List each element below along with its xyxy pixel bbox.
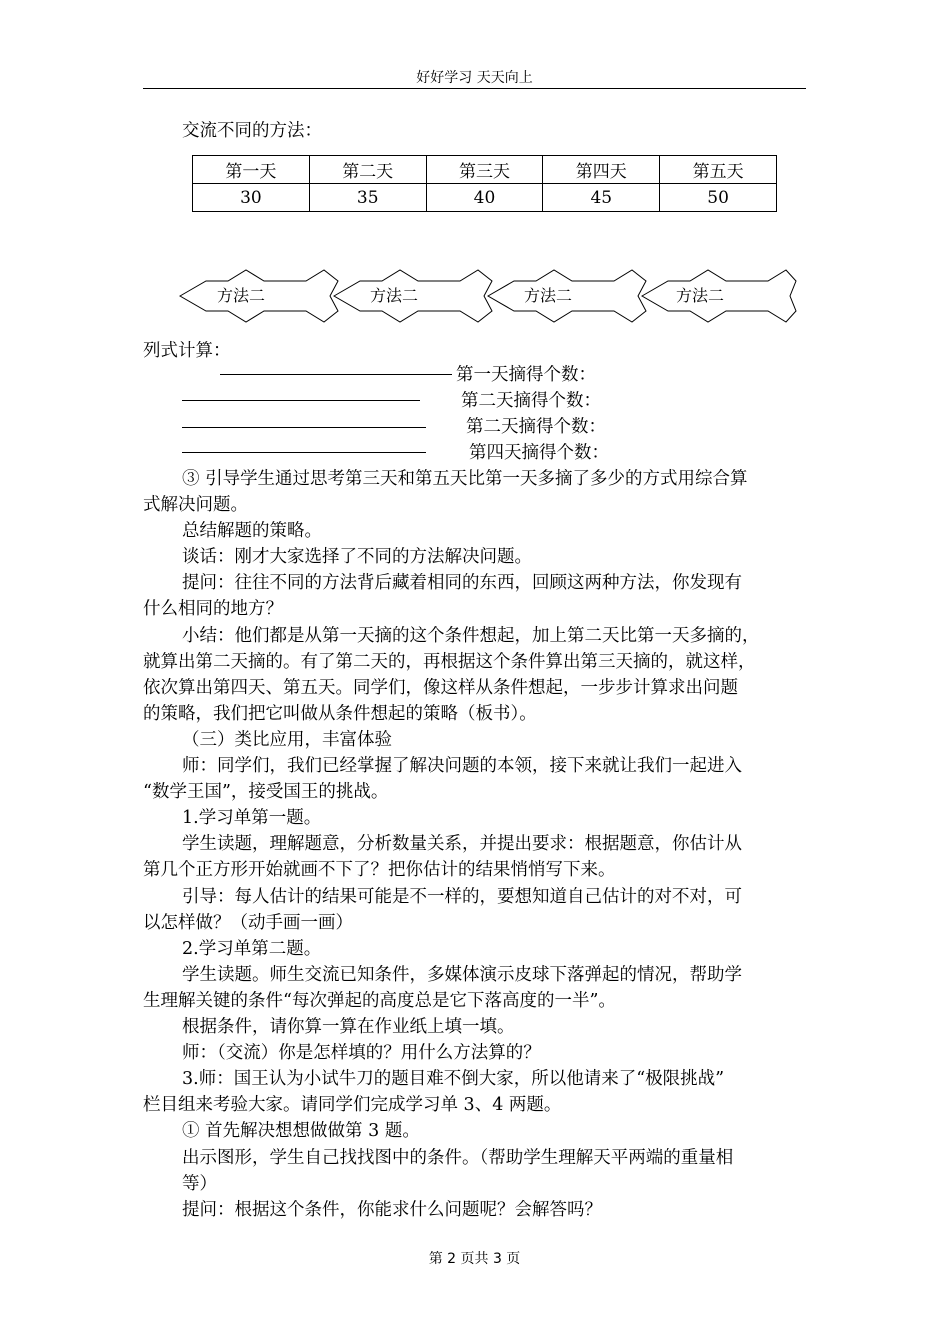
paragraph-line: 就算出第二天摘的。有了第二天的，再根据这个条件算出第三天摘的，就这样， [143,652,756,672]
calc-label: 列式计算： [143,341,231,361]
paragraph-line: 小结：他们都是从第一天摘的这个条件想起，加上第二天比第一天多摘的， [182,626,760,646]
table-header-cell: 第五天 [660,156,777,184]
table-header-row [193,156,777,184]
paragraph-line: 式解决问题。 [143,495,248,515]
page-header: 好好学习 天天向上 [416,70,533,86]
paragraph-line: 引导：每人估计的结果可能是不一样的，要想知道自己估计的对不对，可 [182,887,742,907]
table-cell: 35 [309,184,426,212]
paragraph-line: 提问：根据这个条件，你能求什么问题呢？会解答吗？ [182,1200,602,1220]
paragraph-line: 总结解题的策略。 [182,521,322,541]
answer-blank [182,427,426,428]
table-header-cell: 第四天 [543,156,660,184]
table-cell: 50 [660,184,777,212]
table-cell: 40 [426,184,543,212]
method-label: 方法二 [217,286,266,305]
header-rule [143,88,806,89]
paragraph-line: “数学王国”，接受国王的挑战。 [143,782,389,802]
table-cell: 30 [193,184,310,212]
paragraph-line: 学生读题。师生交流已知条件，多媒体演示皮球下落弹起的情况，帮助学 [182,965,742,985]
paragraph-line: ③ 引导学生通过思考第三天和第五天比第一天多摘了多少的方式用综合算 [182,469,748,489]
calc-line: 第二天摘得个数： [461,391,601,411]
paragraph-line: 栏目组来考验大家。请同学们完成学习单 3、4 两题。 [143,1095,562,1115]
method-label: 方法二 [370,286,419,305]
paragraph-line: 的策略，我们把它叫做从条件想起的策略（板书）。 [143,704,537,724]
section-heading: （三）类比应用，丰富体验 [182,730,392,750]
paragraph-line: 什么相同的地方？ [143,599,283,619]
page-footer: 第 2 页共 3 页 [428,1251,521,1267]
paragraph-line: 依次算出第四天、第五天。同学们，像这样从条件想起，一步步计算求出问题 [143,678,738,698]
intro-text: 交流不同的方法： [182,121,322,141]
paragraph-line: 谈话：刚才大家选择了不同的方法解决问题。 [182,547,532,567]
paragraph-line: 学生读题，理解题意，分析数量关系，并提出要求：根据题意，你估计从 [182,834,742,854]
answer-blank [182,400,420,401]
table-header-cell: 第二天 [309,156,426,184]
paragraph-line: 生理解关键的条件“每次弹起的高度总是它下落高度的一半”。 [143,991,616,1011]
apples-table [192,155,777,212]
answer-blank [220,374,452,375]
table-cell: 45 [543,184,660,212]
paragraph-line: 第几个正方形开始就画不下了？把你估计的结果悄悄写下来。 [143,860,616,880]
calc-line: 第二天摘得个数： [466,417,606,437]
paragraph-line: 等） [182,1174,217,1194]
paragraph-line: 1.学习单第一题。 [182,808,322,828]
calc-line: 第一天摘得个数： [456,365,596,385]
paragraph-line: 出示图形，学生自己找找图中的条件。（帮助学生理解天平两端的重量相 [182,1148,734,1168]
paragraph-line: 2.学习单第二题。 [182,939,322,959]
table-row [193,184,777,212]
paragraph-line: 师：（交流）你是怎样填的？用什么方法算的？ [182,1043,541,1063]
answer-blank [182,452,426,453]
paragraph-line: 3.师：国王认为小试牛刀的题目难不倒大家，所以他请来了“极限挑战” [182,1069,725,1089]
table-header-cell: 第三天 [426,156,543,184]
method-label: 方法二 [676,286,725,305]
method-label: 方法二 [524,286,573,305]
paragraph-line: ① 首先解决想想做做第 3 题。 [182,1121,420,1141]
paragraph-line: 师：同学们，我们已经掌握了解决问题的本领，接下来就让我们一起进入 [182,756,742,776]
calc-line: 第四天摘得个数： [469,443,609,463]
table-header-cell: 第一天 [193,156,310,184]
paragraph-line: 根据条件，请你算一算在作业纸上填一填。 [182,1017,515,1037]
paragraph-line: 以怎样做？（动手画一画） [143,913,353,933]
paragraph-line: 提问：往往不同的方法背后藏着相同的东西，回顾这两种方法，你发现有 [182,573,742,593]
